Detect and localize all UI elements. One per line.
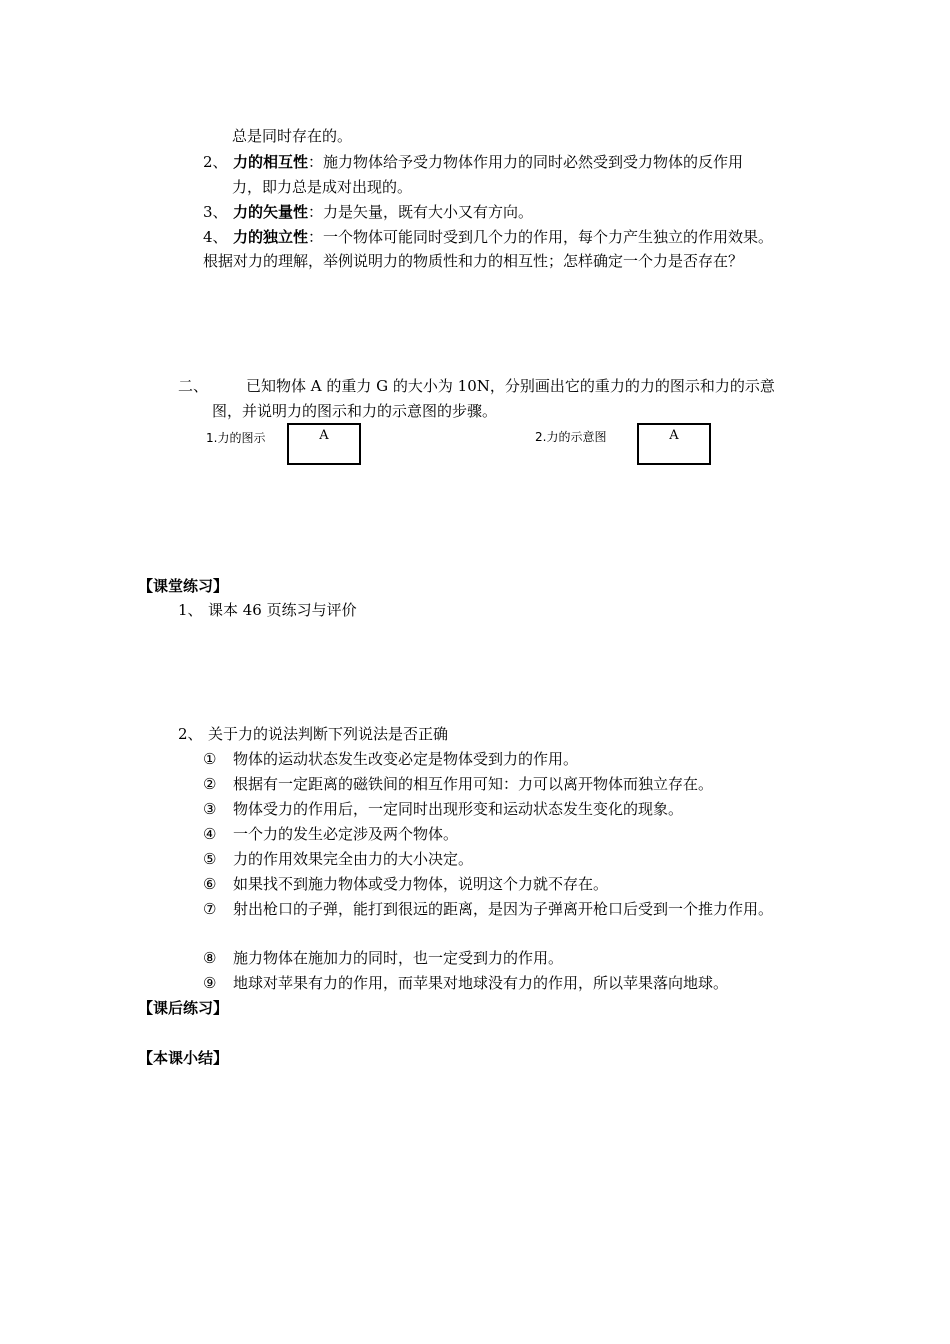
force-diagram-label: 1.力的图示 bbox=[206, 431, 266, 445]
statement-text: 物体的运动状态发生改变必定是物体受到力的作用。 bbox=[233, 750, 579, 768]
statement-mark: ⑧ bbox=[203, 949, 217, 967]
item-text: 关于力的说法判断下列说法是否正确 bbox=[208, 725, 449, 743]
statement-mark: ⑦ bbox=[203, 900, 217, 918]
force-sketch-label: 2.力的示意图 bbox=[535, 430, 607, 444]
item-term: 力的相互性 bbox=[233, 153, 309, 171]
statement-mark: ④ bbox=[203, 825, 217, 843]
statement-text: 物体受力的作用后，一定同时出现形变和运动状态发生变化的现象。 bbox=[233, 800, 684, 818]
classwork-heading: 【课堂练习】 bbox=[138, 577, 229, 595]
statement-3 bbox=[203, 799, 683, 819]
item-term: 力的矢量性 bbox=[233, 203, 309, 221]
section-two-number: 二、 bbox=[178, 377, 209, 395]
item-number: 4、 bbox=[203, 228, 228, 246]
statement-mark: ① bbox=[203, 750, 217, 768]
statement-mark: ③ bbox=[203, 800, 217, 818]
item-text: ：力是矢量，既有大小又有方向。 bbox=[308, 203, 534, 221]
item-number: 1、 bbox=[178, 601, 203, 619]
force-sketch-box bbox=[637, 423, 711, 465]
statement-text: 如果找不到施力物体或受力物体，说明这个力就不存在。 bbox=[233, 875, 609, 893]
classwork-item-1 bbox=[178, 600, 357, 620]
item-number: 2、 bbox=[203, 153, 228, 171]
statement-text: 地球对苹果有力的作用，而苹果对地球没有力的作用，所以苹果落向地球。 bbox=[233, 974, 729, 992]
item-number: 3、 bbox=[203, 203, 228, 221]
object-a-label: A bbox=[669, 428, 679, 443]
statement-mark: ⑨ bbox=[203, 974, 217, 992]
object-a-label: A bbox=[319, 428, 329, 443]
property-item-4 bbox=[203, 227, 773, 247]
item-text: 课本 46 页练习与评价 bbox=[208, 601, 357, 619]
statement-5 bbox=[203, 849, 473, 869]
statement-1 bbox=[203, 749, 578, 769]
statement-mark: ② bbox=[203, 775, 217, 793]
statement-text: 力的作用效果完全由力的大小决定。 bbox=[233, 850, 474, 868]
property-item-3 bbox=[203, 202, 533, 222]
statement-text: 一个力的发生必定涉及两个物体。 bbox=[233, 825, 459, 843]
statement-9 bbox=[203, 973, 728, 993]
statement-mark: ⑤ bbox=[203, 850, 217, 868]
item-text: ：一个物体可能同时受到几个力的作用，每个力产生独立的作用效果。 bbox=[308, 228, 774, 246]
statement-8 bbox=[203, 948, 563, 968]
statement-text: 根据有一定距离的磁铁间的相互作用可知：力可以离开物体而独立存在。 bbox=[233, 775, 714, 793]
statement-6 bbox=[203, 874, 608, 894]
statement-text: 施力物体在施加力的同时，也一定受到力的作用。 bbox=[233, 949, 564, 967]
item-number: 2、 bbox=[178, 725, 203, 743]
section-two-text: 已知物体 A 的重力 G 的大小为 10N，分别画出它的重力的力的图示和力的示意 bbox=[246, 377, 775, 395]
section-two-text-continuation: 图，并说明力的图示和力的示意图的步骤。 bbox=[212, 402, 498, 420]
statement-4 bbox=[203, 824, 458, 844]
summary-heading: 【本课小结】 bbox=[138, 1049, 229, 1067]
property-item-2 bbox=[203, 152, 743, 172]
homework-heading: 【课后练习】 bbox=[138, 999, 229, 1017]
statement-mark: ⑥ bbox=[203, 875, 217, 893]
continuation-line: 总是同时存在的。 bbox=[232, 127, 353, 145]
classwork-item-2 bbox=[178, 724, 448, 744]
statement-2 bbox=[203, 774, 713, 794]
force-diagram-box bbox=[287, 423, 361, 465]
item-text: ：施力物体给予受力物体作用力的同时必然受到受力物体的反作用 bbox=[308, 153, 744, 171]
statement-text: 射出枪口的子弹，能打到很远的距离，是因为子弹离开枪口后受到一个推力作用。 bbox=[233, 900, 774, 918]
statement-7 bbox=[203, 899, 773, 919]
item-term: 力的独立性 bbox=[233, 228, 309, 246]
property-item-2-continuation: 力，即力总是成对出现的。 bbox=[232, 178, 413, 196]
understanding-question: 根据对力的理解，举例说明力的物质性和力的相互性；怎样确定一个力是否存在？ bbox=[203, 252, 744, 270]
